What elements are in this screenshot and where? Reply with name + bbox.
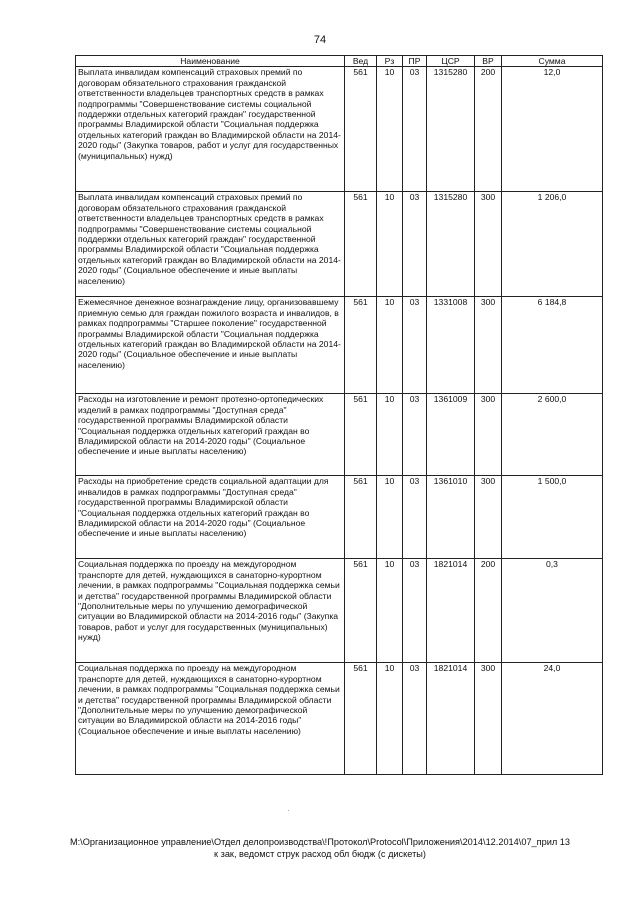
row-pr: 03 xyxy=(403,297,427,394)
row-csr: 1821014 xyxy=(427,559,475,663)
row-vr: 300 xyxy=(475,663,502,775)
row-ved: 561 xyxy=(345,192,377,297)
row-name: Выплата инвалидам компенсаций страховых премий по договорам обязательного страхования гражданской ответственности владельцев транспортных средств в рамках подпрограммы "Совершенствование системы социальной поддержки отдельных категорий граждан" государственной программы Владимирской области "Социальная поддержка отдельных категорий граждан во Владимирской области на 2014-2020 годы" (Закупка товаров, работ и услуг для государственных (муниципальных) нужд) xyxy=(76,67,345,192)
table-row xyxy=(76,663,603,775)
row-rz: 10 xyxy=(377,394,403,476)
row-sum: 2 600,0 xyxy=(502,394,603,476)
row-vr: 200 xyxy=(475,559,502,663)
row-pr: 03 xyxy=(403,192,427,297)
row-csr: 1331008 xyxy=(427,297,475,394)
row-ved: 561 xyxy=(345,394,377,476)
row-rz: 10 xyxy=(377,297,403,394)
row-sum: 24,0 xyxy=(502,663,603,775)
row-pr: 03 xyxy=(403,476,427,559)
footer-description: к зак, ведомст струк расход обл бюдж (с дискеты) xyxy=(214,849,426,859)
row-rz: 10 xyxy=(377,476,403,559)
table-row xyxy=(76,297,603,394)
row-pr: 03 xyxy=(403,67,427,192)
row-pr: 03 xyxy=(403,559,427,663)
row-vr: 300 xyxy=(475,297,502,394)
row-sum: 12,0 xyxy=(502,67,603,192)
document-footer xyxy=(0,836,640,860)
row-rz: 10 xyxy=(377,192,403,297)
row-vr: 300 xyxy=(475,192,502,297)
table-row xyxy=(76,67,603,192)
row-csr: 1821014 xyxy=(427,663,475,775)
row-sum: 1 206,0 xyxy=(502,192,603,297)
row-name: Расходы на приобретение средств социальной адаптации для инвалидов в рамках подпрограммы "Доступная среда" государственной программы Владимирской области "Социальная поддержка отдельных категорий граждан во Владимирской области на 2014-2020 годы" (Социальное обеспечение и иные выплаты населению) xyxy=(76,476,345,559)
page-number: 74 xyxy=(313,34,327,46)
header-ved: Вед xyxy=(345,56,377,67)
header-name: Наименование xyxy=(76,56,345,67)
budget-table xyxy=(75,55,603,775)
row-pr: 03 xyxy=(403,663,427,775)
scan-speck: · xyxy=(287,806,290,815)
row-sum: 6 184,8 xyxy=(502,297,603,394)
row-name: Социальная поддержка по проезду на междугородном транспорте для детей, нуждающихся в санаторно-курортном лечении, в рамках подпрограммы "Социальная поддержка семьи и детства" государственной программы Владимирской области "Дополнительные меры по улучшению демографической ситуации во Владимирской области на 2014-2016 годы" (Закупка товаров, работ и услуг для государственных (муниципальных) нужд) xyxy=(76,559,345,663)
header-csr: ЦСР xyxy=(427,56,475,67)
row-ved: 561 xyxy=(345,663,377,775)
row-vr: 200 xyxy=(475,67,502,192)
row-rz: 10 xyxy=(377,67,403,192)
row-vr: 300 xyxy=(475,394,502,476)
row-ved: 561 xyxy=(345,297,377,394)
header-pr: ПР xyxy=(403,56,427,67)
row-rz: 10 xyxy=(377,663,403,775)
row-ved: 561 xyxy=(345,67,377,192)
row-vr: 300 xyxy=(475,476,502,559)
row-pr: 03 xyxy=(403,394,427,476)
row-sum: 0,3 xyxy=(502,559,603,663)
row-name: Выплата инвалидам компенсаций страховых премий по договорам обязательного страхования гражданской ответственности владельцев транспортных средств в рамках подпрограммы "Совершенствование системы социальной поддержки отдельных категорий граждан" государственной программы Владимирской области "Социальная поддержка отдельных категорий граждан во Владимирской области на 2014-2020 годы" (Социальное обеспечение и иные выплаты населению) xyxy=(76,192,345,297)
header-sum: Сумма xyxy=(502,56,603,67)
row-name: Социальная поддержка по проезду на междугородном транспорте для детей, нуждающихся в санаторно-курортном лечении, в рамках подпрограммы "Социальная поддержка семьи и детства" государственной программы Владимирской области "Дополнительные меры по улучшению демографической ситуации во Владимирской области на 2014-2016 годы" (Социальное обеспечение и иные выплаты населению) xyxy=(76,663,345,775)
row-csr: 1315280 xyxy=(427,67,475,192)
footer-path: М:\Организационное управление\Отдел делопроизводства\!Протокол\Protocol\Приложения\2014\12.2014\07_прил 13 xyxy=(69,837,571,847)
row-rz: 10 xyxy=(377,559,403,663)
row-csr: 1361009 xyxy=(427,394,475,476)
row-name: Расходы на изготовление и ремонт протезно-ортопедических изделий в рамках подпрограммы "Доступная среда" государственной программы Владимирской области "Социальная поддержка отдельных категорий граждан во Владимирской области на 2014-2020 годы" (Социальное обеспечение и иные выплаты населению) xyxy=(76,394,345,476)
table-row xyxy=(76,476,603,559)
row-ved: 561 xyxy=(345,559,377,663)
table-row xyxy=(76,394,603,476)
row-ved: 561 xyxy=(345,476,377,559)
header-vr: ВР xyxy=(475,56,502,67)
table-row xyxy=(76,559,603,663)
row-name: Ежемесячное денежное вознаграждение лицу, организовавшему приемную семью для граждан пожилого возраста и инвалидов, в рамках подпрограммы "Старшее поколение" государственной программы Владимирской области "Социальная поддержка отдельных категорий граждан во Владимирской области на 2014-2020 годы" (Социальное обеспечение и иные выплаты населению) xyxy=(76,297,345,394)
table-header-row xyxy=(76,56,603,67)
row-sum: 1 500,0 xyxy=(502,476,603,559)
table-row xyxy=(76,192,603,297)
header-rz: Рз xyxy=(377,56,403,67)
row-csr: 1315280 xyxy=(427,192,475,297)
row-csr: 1361010 xyxy=(427,476,475,559)
